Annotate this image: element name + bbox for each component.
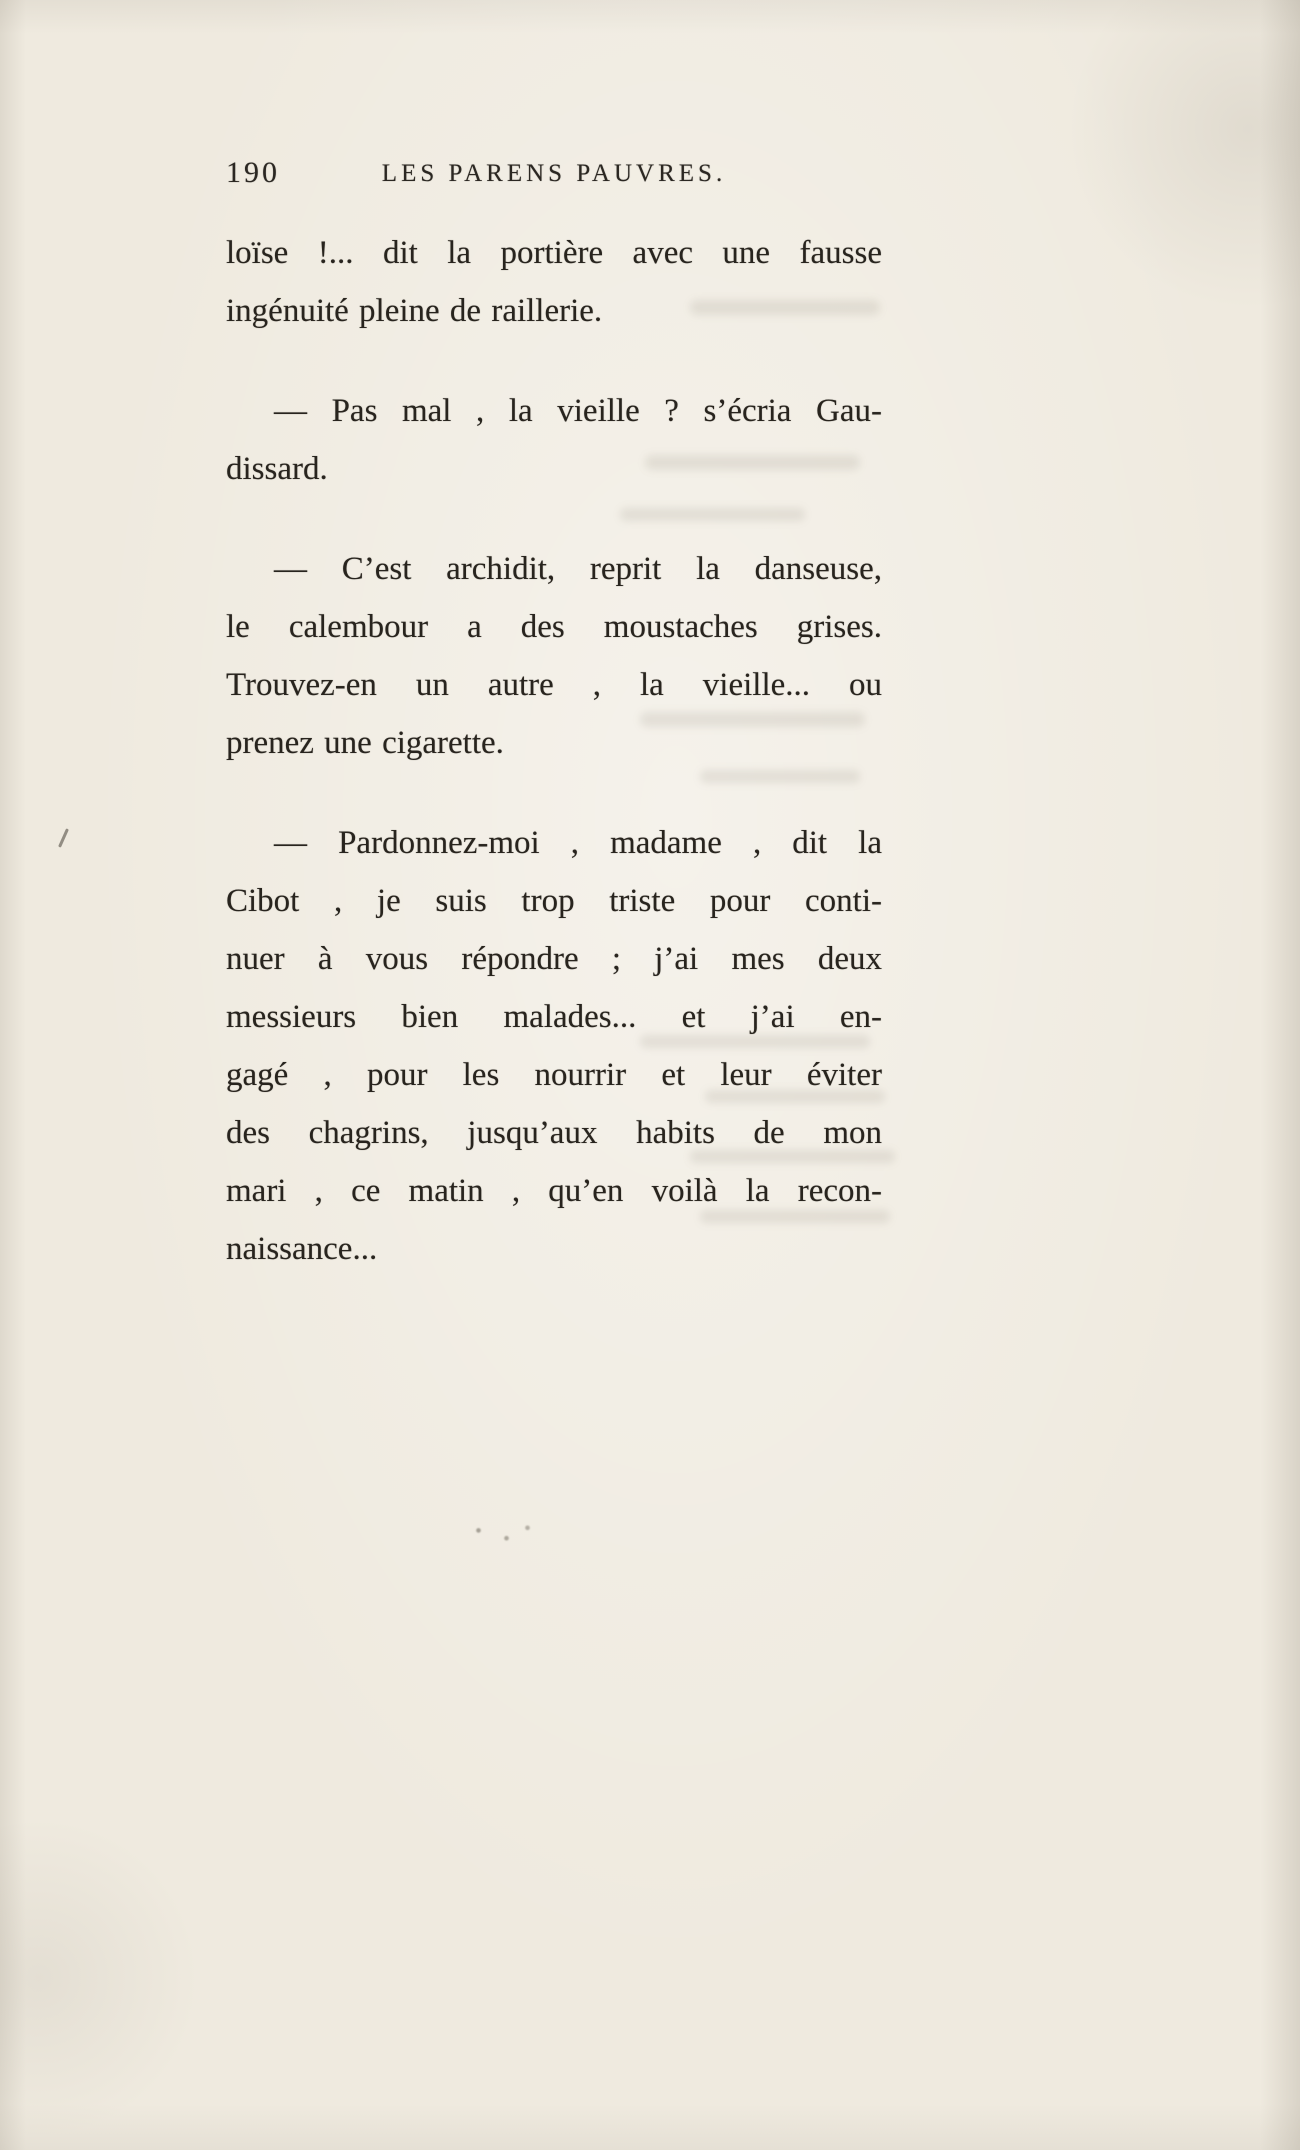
text-line: ingénuité pleine de raillerie. bbox=[226, 293, 603, 329]
text-line: Trouvez-en un autre , la vieille... ou bbox=[226, 667, 882, 703]
margin-stray-mark bbox=[58, 828, 69, 847]
text-block bbox=[226, 224, 882, 1278]
paragraph bbox=[226, 540, 882, 772]
page-header bbox=[226, 156, 882, 198]
text-line: mari , ce matin , qu’en voilà la recon- bbox=[226, 1173, 882, 1209]
text-line: Cibot , je suis trop triste pour conti- bbox=[226, 883, 882, 919]
page-number: 190 bbox=[226, 156, 280, 189]
paragraph bbox=[226, 814, 882, 1278]
text-line: des chagrins, jusqu’aux habits de mon bbox=[226, 1115, 882, 1151]
text-line: le calembour a des moustaches grises. bbox=[226, 609, 882, 645]
text-line: dissard. bbox=[226, 451, 328, 487]
text-line: loïse !... dit la portière avec une fausse bbox=[226, 235, 882, 271]
running-header: LES PARENS PAUVRES. bbox=[381, 160, 727, 187]
text-line: prenez une cigarette. bbox=[226, 725, 504, 761]
text-line: — C’est archidit, reprit la danseuse, bbox=[274, 551, 882, 587]
text-line: naissance... bbox=[226, 1231, 378, 1267]
paragraph bbox=[226, 224, 882, 340]
text-line: messieurs bien malades... et j’ai en- bbox=[226, 999, 882, 1035]
text-line: — Pardonnez-moi , madame , dit la bbox=[274, 825, 882, 861]
text-line: gagé , pour les nourrir et leur éviter bbox=[226, 1057, 882, 1093]
paragraph bbox=[226, 382, 882, 498]
text-line: — Pas mal , la vieille ? s’écria Gau- bbox=[274, 393, 882, 429]
text-line: nuer à vous répondre ; j’ai mes deux bbox=[226, 941, 882, 977]
scan-speck-marks bbox=[468, 1520, 538, 1546]
